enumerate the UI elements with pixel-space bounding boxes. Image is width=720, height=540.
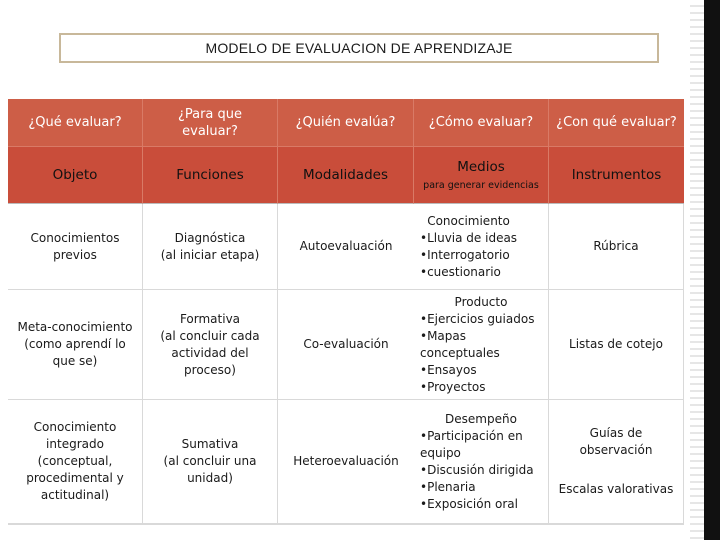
row1-medio (414, 204, 549, 290)
header-medios-label: Medios (457, 158, 505, 175)
list-item: • cuestionario (420, 264, 517, 281)
row3-modalidad: Heteroevaluación (278, 400, 414, 524)
list-item: • Lluvia de ideas (420, 230, 517, 247)
row3-instrumento-2: Escalas valorativas (558, 482, 674, 496)
list-item: • Proyectos (420, 379, 542, 396)
evaluation-table (8, 99, 684, 524)
row3-funcion (143, 400, 278, 524)
row3-objeto: Conocimiento integrado (conceptual, procedimental y actitudinal) (8, 400, 143, 524)
header-instrumentos: Instrumentos (549, 147, 684, 204)
row3-funcion-title: Sumativa (181, 437, 239, 451)
row1-funcion-note: (al iniciar etapa) (160, 247, 260, 262)
header-modalidades: Modalidades (278, 147, 414, 204)
row3-medio (414, 400, 549, 524)
page-edge-decoration (690, 0, 720, 540)
row3-funcion-note: (al concluir una unidad) (163, 454, 257, 485)
question-quien-evalua: ¿Quién evalúa? (278, 99, 414, 147)
header-medios-subtitle: para generar evidencias (423, 179, 539, 191)
list-item: • Exposición oral (420, 496, 542, 513)
row3-instrumento-1: Guías de observación (579, 426, 653, 457)
header-objeto: Objeto (8, 147, 143, 204)
row1-medio-title: Conocimiento (427, 213, 510, 228)
row3-medio-title: Desempeño (445, 411, 517, 426)
row2-funcion (143, 290, 278, 400)
list-item: • Plenaria (420, 479, 542, 496)
row1-modalidad: Autoevaluación (278, 204, 414, 290)
table-bottom-border (8, 524, 684, 525)
row2-objeto: Meta-conocimiento (como aprendí lo que se) (8, 290, 143, 400)
row1-funcion-title: Diagnóstica (174, 230, 246, 245)
question-que-evaluar: ¿Qué evaluar? (8, 99, 143, 147)
list-item: • Interrogatorio (420, 247, 517, 264)
row2-medio (414, 290, 549, 400)
row1-funcion (143, 204, 278, 290)
list-item: • Ensayos (420, 362, 542, 379)
row2-instrumento: Listas de cotejo (549, 290, 684, 400)
row2-modalidad: Co-evaluación (278, 290, 414, 400)
header-funciones: Funciones (143, 147, 278, 204)
list-item: • Participación en equipo (420, 428, 542, 462)
row2-funcion-note: (al concluir cada actividad del proceso) (160, 328, 260, 377)
row1-objeto: Conocimientos previos (8, 204, 143, 290)
list-item: • Ejercicios guiados (420, 311, 542, 328)
question-con-que-evaluar: ¿Con qué evaluar? (549, 99, 684, 147)
page-title: MODELO DE EVALUACION DE APRENDIZAJE (59, 33, 659, 63)
question-para-que-evaluar: ¿Para que evaluar? (143, 99, 278, 147)
header-medios (414, 147, 549, 204)
row3-instrumento (549, 400, 684, 524)
row1-instrumento: Rúbrica (549, 204, 684, 290)
list-item: • Mapas conceptuales (420, 328, 542, 362)
row2-funcion-title: Formativa (179, 311, 241, 326)
row2-medio-title: Producto (454, 294, 508, 309)
question-como-evaluar: ¿Cómo evaluar? (414, 99, 549, 147)
list-item: • Discusión dirigida (420, 462, 542, 479)
